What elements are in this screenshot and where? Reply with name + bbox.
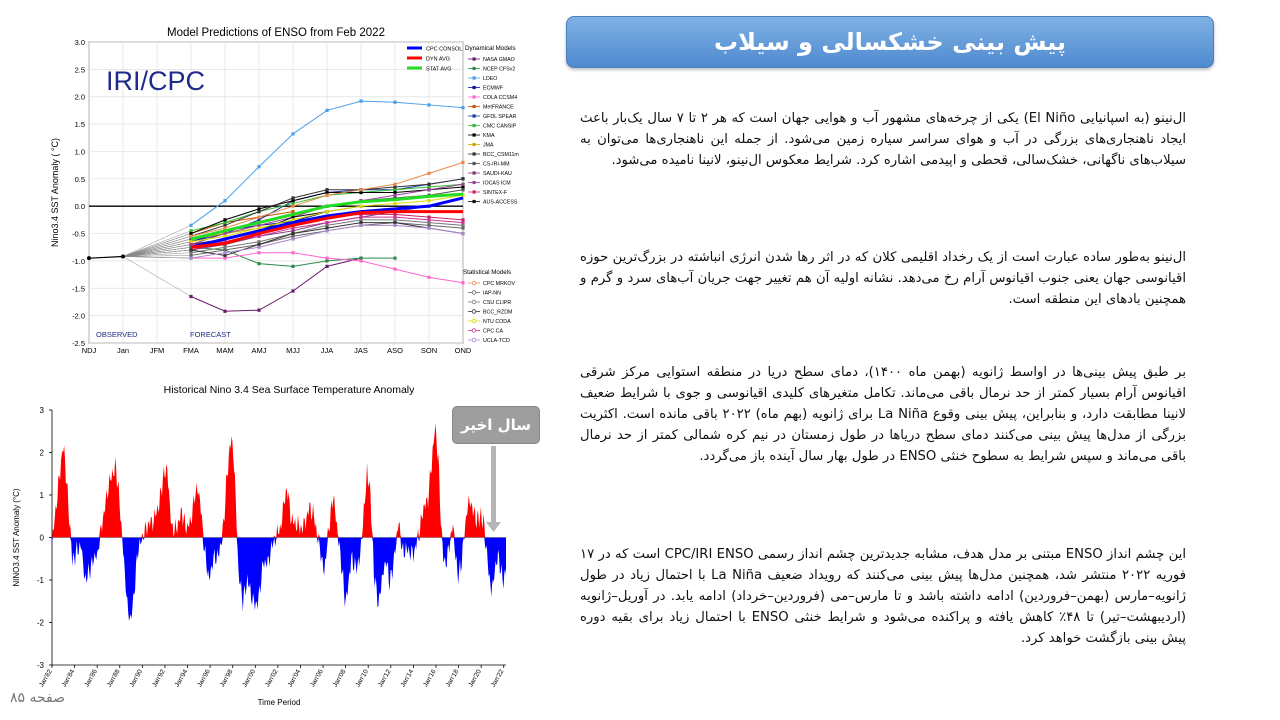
series-marker-ncep-cfsv2 [325,259,328,262]
x-tick-label: AMJ [251,346,267,355]
x-axis-label: Time Period [257,698,301,707]
series-marker-cola-ccsm4 [461,281,464,284]
x-tick-label: MAM [216,346,234,355]
series-marker-ldeo [461,106,464,109]
legend-label: ECMWF [483,85,504,92]
series-marker-nasa-gmao [189,295,192,298]
y-tick-label: 0 [39,533,44,543]
observed-point [121,255,125,259]
series-marker-ncep-cfsv2 [257,262,260,265]
x-tick-label: Jan'90 [128,668,145,689]
legend-statistical-title: Statistical Models [463,269,512,276]
x-tick-label: Jan'84 [60,668,77,689]
legend-marker [473,162,476,165]
legend-marker [473,57,476,60]
series-marker-ucla-tcd [461,232,464,235]
series-marker-csu-clipr [257,240,260,243]
legend-marker [473,181,476,184]
series-marker-csu-clipr [461,224,464,227]
series-marker-cmc-cansip [223,221,226,224]
series-marker-iocas-icm [427,188,430,191]
x-tick-label: Jan [116,346,130,355]
x-tick-label: JAS [354,346,368,355]
legend-marker [473,171,476,174]
legend-label: NASA GMAO [483,57,515,63]
legend-marker [472,291,476,295]
legend-label: BCC_RZDM [483,309,513,316]
series-marker-sintex-f [461,218,464,221]
series-marker-cpc-mrkov [257,216,260,219]
series-marker-bcc-rzdm [325,226,328,229]
historical-nino34-chart [6,378,516,708]
legend-label: DYN AVG [426,56,451,63]
x-tick-label: Jan'92 [151,668,167,689]
series-marker-kma [291,199,294,202]
x-tick-label: Jan'06 [309,668,325,689]
legend-label: KMA [483,133,495,139]
x-tick-label: Jan'98 [218,668,235,689]
legend-label: LDEO [483,76,498,82]
series-marker-ntu-coda [359,205,362,208]
x-tick-label: Jan'10 [354,668,370,689]
legend-marker [473,124,476,127]
y-tick-label: 2.5 [74,65,85,75]
series-marker-sintex-f [393,213,396,216]
y-tick-label: 1.5 [74,120,85,130]
legend-label: BCC_CSM11m [483,152,519,158]
series-marker-iap-nn [223,248,226,251]
series-marker-cpc-ca [461,221,464,224]
x-tick-label: Jan'20 [467,668,483,689]
series-marker-csu-clipr [223,246,226,249]
x-tick-label: Jan'18 [444,668,461,689]
legend-marker [472,338,476,342]
observed-point [87,256,91,260]
series-marker-ldeo [189,224,192,227]
series-marker-cpc-ca [359,216,362,219]
y-axis-label: Nino3.4 SST Anomaly ( °C) [50,138,60,247]
y-tick-label: 0.5 [74,174,85,184]
y-tick-label: -2 [36,618,44,628]
recent-years-callout: سال اخیر [452,406,540,444]
series-marker-iocas-icm [393,194,396,197]
enso-model-predictions-chart [46,20,536,360]
x-tick-label: Jan'82 [38,668,54,689]
forecast-label: FORECAST [190,330,231,339]
page-number: صفحه ۸۵ [10,690,66,706]
series-marker-ucla-tcd [359,224,362,227]
iri-cpc-watermark: IRI/CPC [106,66,206,96]
x-tick-label: Jan'88 [105,668,122,689]
y-tick-label: 1.0 [74,147,85,157]
series-marker-ntu-coda [427,199,430,202]
series-marker-kma [257,207,260,210]
legend-label: STAT AVG [426,66,452,73]
series-marker-ncep-cfsv2 [359,257,362,260]
x-tick-label: MJJ [286,346,300,355]
y-tick-label: 2.0 [74,92,85,102]
series-marker-bcc-rzdm [393,221,396,224]
x-tick-label: JFM [149,346,165,355]
series-marker-ucla-tcd [427,226,430,229]
series-marker-bcc-rzdm [359,221,362,224]
legend-marker [473,200,476,203]
legend-marker [473,76,476,79]
series-marker-kma [359,191,362,194]
series-marker-kma [461,185,464,188]
series-marker-ntu-coda [325,210,328,213]
legend-marker [473,105,476,108]
legend-label: CMC CANSIP [483,123,517,130]
x-tick-label: Jan'02 [264,668,280,689]
series-marker-ucla-tcd [189,257,192,260]
x-tick-label: Jan'14 [399,668,416,689]
series-marker-ucla-tcd [257,246,260,249]
series-marker-csu-clipr [189,251,192,254]
recent-years-arrow-head [486,522,501,532]
series-marker-ncep-cfsv2 [291,265,294,268]
series-marker-cpc-mrkov [427,172,430,175]
x-tick-label: JJA [320,346,334,355]
y-axis-label: NINO3.4 SST Anomaly (°C) [12,488,21,587]
series-marker-ncep-cfsv2 [393,257,396,260]
legend-label: CPC CONSOL [426,46,463,53]
series-marker-nasa-gmao [291,289,294,292]
legend-label: MetFRANCE [483,104,514,111]
series-marker-cola-ccsm4 [257,251,260,254]
legend-marker [472,281,476,285]
series-marker-cola-ccsm4 [359,259,362,262]
y-tick-label: -0.5 [72,229,85,239]
slide-title: پیش بینی خشکسالی و سیلاب [566,16,1214,68]
legend-label: SAUDI-KAU [483,171,512,177]
series-marker-cs-iri-mm [461,188,464,191]
legend-marker [473,95,476,98]
x-tick-label: OND [454,346,472,355]
series-marker-bcc-csm11m [257,210,260,213]
series-marker-cola-ccsm4 [427,276,430,279]
series-marker-ldeo [325,109,328,112]
series-marker-iap-nn [189,254,192,257]
series-marker-iap-nn [291,235,294,238]
legend-label: AUS-ACCESS [483,199,518,206]
series-marker-cmc-cansip [393,188,396,191]
series-marker-ldeo [427,103,430,106]
x-tick-label: Jan'12 [376,668,393,689]
series-marker-cmc-cansip [291,202,294,205]
series-marker-bcc-csm11m [223,224,226,227]
chart-title: Historical Nino 3.4 Sea Surface Temperature Anomaly [163,384,415,396]
series-marker-cola-ccsm4 [393,268,396,271]
series-marker-csu-clipr [359,218,362,221]
series-marker-csu-clipr [393,218,396,221]
legend-marker [473,190,476,193]
series-marker-iap-nn [461,226,464,229]
series-marker-cpc-ca [393,216,396,219]
y-tick-label: -3 [36,661,44,670]
series-marker-bcc-rzdm [189,248,192,251]
legend-marker [473,67,476,70]
legend-label: CS-IRI-MM [483,161,510,168]
y-tick-label: 3 [39,406,44,415]
series-marker-ldeo [223,199,226,202]
series-marker-csu-clipr [427,221,430,224]
y-tick-label: 2 [39,448,44,458]
series-marker-sintex-f [427,216,430,219]
y-tick-label: -2.5 [72,339,85,348]
legend-label: CPC CA [483,328,504,335]
positive-anomaly-area [52,424,506,538]
x-tick-label: Jan'86 [83,668,99,689]
legend-label: GFDL SPEAR [483,114,517,120]
x-tick-label: Jan'04 [286,668,303,689]
series-marker-nasa-gmao [223,310,226,313]
legend-marker [473,86,476,89]
y-tick-label: -1.5 [72,284,85,294]
legend-marker [472,329,476,333]
series-marker-kma [393,191,396,194]
legend-label: UCLA-TCD [483,338,510,344]
series-marker-cola-ccsm4 [325,257,328,260]
series-marker-bcc-rzdm [257,243,260,246]
x-tick-label: Jan'00 [241,668,258,689]
legend-label: SINTEX-F [483,190,508,196]
negative-anomaly-area [52,538,506,622]
series-marker-ucla-tcd [291,237,294,240]
series-marker-cola-ccsm4 [291,251,294,254]
x-tick-label: Jan'16 [422,668,438,689]
observed-label: OBSERVED [96,330,138,339]
legend-label: NCEP CFSv2 [483,66,516,73]
series-marker-cpc-mrkov [291,205,294,208]
chart-title: Model Predictions of ENSO from Feb 2022 [167,27,385,39]
legend-marker [472,310,476,314]
y-tick-label: -1 [36,576,44,585]
x-tick-label: FMA [183,346,199,355]
paragraph-enso-outlook: این چشم انداز ENSO مبتنی بر مدل هدف، مشابه جدیدترین چشم انداز رسمی CPC/IRI ENSO است که در ۱۷ فوریه ۲۰۲۲ منتشر شد، همچنین مدل‌ها پیش بینی می‌کنند که رویداد ضعیف La Niña با احتمال زیاد در طول ژانویه–مارس (بهمن–فروردین) ادامه داشته باشد و تا مارس–می (فروردین–خرداد) ادامه یابد. در آوریل–ژانویه (اردیبهشت–تیر) تا ۴۸٪ کاهش یافته و پراکنده می‌شود و شرایط خنثی ENSO با احتمال زیاد برای بقیه دوره پیش بینی بازگشت خواهد کرد. [580,547,1187,646]
series-marker-cmc-cansip [189,229,192,232]
series-marker-iap-nn [427,224,430,227]
series-marker-cmc-cansip [427,185,430,188]
series-marker-bcc-csm11m [291,196,294,199]
x-tick-label: Jan'94 [173,668,190,689]
recent-years-arrow-shaft [491,446,496,522]
legend-label: IOCAS ICM [483,180,511,187]
legend-label: JMA [483,142,494,149]
series-marker-bcc-csm11m [393,185,396,188]
legend-marker [472,319,476,323]
legend-dynamical-title: Dynamical Models [465,45,516,52]
series-marker-kma [189,232,192,235]
series-marker-bcc-csm11m [461,177,464,180]
x-tick-label: SON [420,346,438,355]
legend-marker [473,133,476,136]
series-marker-ucla-tcd [393,224,396,227]
legend-label: NTU CODA [483,319,511,325]
series-marker-ldeo [393,101,396,104]
legend-marker [473,152,476,155]
legend-marker [473,143,476,146]
series-marker-csu-clipr [325,224,328,227]
legend-label: IAP-NN [483,290,501,297]
x-tick-label: ASO [387,346,403,355]
series-marker-cpc-ca [325,221,328,224]
series-marker-cpc-mrkov [359,188,362,191]
series-marker-ldeo [359,100,362,103]
x-tick-label: Jan'22 [489,668,506,689]
series-marker-ntu-coda [189,240,192,243]
series-marker-kma [325,191,328,194]
y-tick-label: 0.0 [74,202,85,212]
series-marker-ucla-tcd [325,229,328,232]
x-tick-label: NDJ [81,346,97,355]
series-marker-ucla-tcd [223,251,226,254]
legend-marker [473,114,476,117]
x-tick-label: Jan'96 [196,668,212,689]
series-marker-cpc-mrkov [461,161,464,164]
legend-label: CPC MRKOV [483,281,516,287]
x-tick-label: Jan'08 [331,668,348,689]
y-tick-label: -1.0 [72,256,85,266]
y-tick-label: 3.0 [74,38,85,47]
y-tick-label: -2.0 [72,311,85,321]
paragraph-forecast-january: بر طبق پیش بینی‌ها در اواسط ژانویه (بهمن ماه ۱۴۰۰)، دمای سطح دریا در منطقه استوایی مرکز شرقی اقیانوس آرام بسیار کمتر از حد نرمال باقی می‌ماند. تکامل متغیرهای کلیدی اقیانوسی و جوی با شرایط ضعیف لانینا مطابقت دارد، و بنابراین، پیش بینی وقوع La Niña برای ژانویه (بهم ماه) ۲۰۲۲ باقی مانده است. اکثریت بزرگی از مدل‌ها پیش بینی می‌کنند دمای سطح دریاها در طول زمستان در نیم کره شمالی کمتر از حد نرمال باقی می‌ماند و سپس شرایط به سطوح خنثی ENSO در طول بهار سال آینده باز می‌گردد. [580,365,1187,464]
series-marker-iocas-icm [461,183,464,186]
series-marker-cpc-mrkov [393,183,396,186]
series-marker-ntu-coda [393,202,396,205]
series-marker-ldeo [257,165,260,168]
series-marker-nasa-gmao [325,265,328,268]
legend-label: COLA CCSM4 [483,95,518,101]
series-marker-bcc-rzdm [291,232,294,235]
legend-label: CSU CLIPR [483,300,512,306]
series-marker-cpc-ca [427,218,430,221]
series-marker-nasa-gmao [257,309,260,312]
series-marker-saudi-kau [291,229,294,232]
series-marker-kma [223,218,226,221]
series-marker-bcc-rzdm [223,254,226,257]
paragraph-el-nino-definition: ال‌نینو به‌طور ساده عبارت است از یک رخداد اقلیمی کلان که در اثر رها شدن انرژی انباشته در بزرگ‌ترین حوزه اقیانوسی جهان یعنی جنوب اقیانوس آرام رخ می‌دهد. نشانه اولیه آن هم تغییر جهت جریان آب‌های سرد و گرم و همچنین بادهای این منطقه است. [580,250,1186,307]
series-marker-cpc-mrkov [325,194,328,197]
series-marker-cola-ccsm4 [223,257,226,260]
series-marker-bcc-csm11m [427,183,430,186]
paragraph-el-nino-intro: ال‌نینو (به اسپانیایی El Niño) یکی از چرخه‌های مشهور آب و هوایی جهان است که هر ۲ تا ۷ سال یک‌بار باعث ایجاد ناهنجاری‌های بزرگی در آب و هوای سراسر سیاره زمین می‌شود. از جمله این ناهنجاری‌ها می‌توان به سیلاب‌های ناگهانی، خشک‌سالی، قحطی و اپیدمی اشاره کرد. شرایط معکوس ال‌نینو، لانینا نامیده می‌شود. [580,111,1186,168]
legend-marker [472,300,476,304]
y-tick-label: 1 [39,491,44,500]
series-marker-ldeo [291,132,294,135]
series-marker-bcc-csm11m [325,188,328,191]
